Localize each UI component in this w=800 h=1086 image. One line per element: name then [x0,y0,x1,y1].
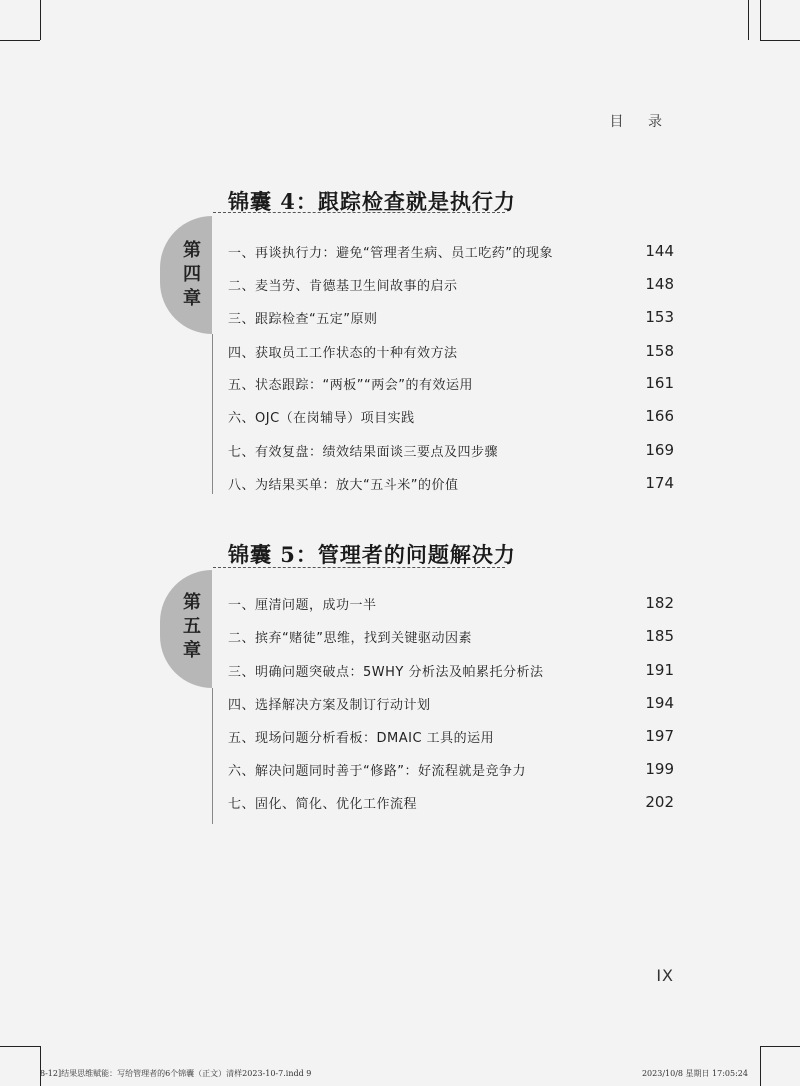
toc-item-page: 174 [645,474,674,492]
section-rule [213,212,505,213]
toc-item-page: 158 [645,342,674,360]
crop-mark [760,1046,761,1086]
toc-item[interactable] [228,340,674,362]
toc-item-page: 166 [645,407,674,425]
toc-item-title: 四、选择解决方案及制订行动计划 [228,697,431,713]
toc-item[interactable] [228,240,674,262]
header-title: 目 录 [609,114,672,130]
toc-item-page: 191 [645,661,674,679]
chapter-tab [160,570,212,688]
toc-item-title: 二、摈弃“赌徒”思维，找到关键驱动因素 [228,630,472,646]
toc-item[interactable] [228,725,674,747]
chapter-char: 第 [183,592,201,613]
toc-item[interactable] [228,273,674,295]
section-title: 锦囊 4：跟踪检查就是执行力 [228,189,516,214]
toc-item-page: 185 [645,627,674,645]
toc-item[interactable] [228,439,674,461]
footer-file-info: 8-12]结果思维赋能：写给管理者的6个锦囊（正文）清样2023-10-7.indd 9 [40,1069,312,1078]
toc-item[interactable] [228,791,674,813]
section-divider [212,334,213,494]
crop-mark [760,1046,800,1047]
toc-item-title: 三、跟踪检查“五定”原则 [228,311,378,327]
chapter-char: 章 [183,288,201,309]
toc-item-page: 169 [645,441,674,459]
toc-item[interactable] [228,306,674,328]
toc-item-page: 153 [645,308,674,326]
section-divider [212,688,213,824]
page-number: IX [656,966,674,985]
toc-item-title: 一、厘清问题，成功一半 [228,597,377,613]
crop-mark [748,0,749,40]
toc-item-page: 182 [645,594,674,612]
toc-item[interactable] [228,692,674,714]
toc-item-title: 八、为结果买单：放大“五斗米”的价值 [228,477,459,493]
toc-item-title: 一、再谈执行力：避免“管理者生病、员工吃药”的现象 [228,245,553,261]
crop-mark [760,40,800,41]
toc-item[interactable] [228,758,674,780]
toc-item-title: 五、现场问题分析看板：DMAIC 工具的运用 [228,730,495,746]
toc-item-page: 197 [645,727,674,745]
toc-item[interactable] [228,472,674,494]
chapter-char: 章 [183,640,201,661]
chapter-tab [160,216,212,334]
crop-mark [40,0,41,40]
toc-item-page: 202 [645,793,674,811]
toc-item[interactable] [228,405,674,427]
toc-item-title: 三、明确问题突破点：5WHY 分析法及帕累托分析法 [228,664,544,680]
toc-item[interactable] [228,592,674,614]
section-rule [213,567,505,568]
toc-item-page: 194 [645,694,674,712]
chapter-char: 五 [183,616,201,637]
toc-item-page: 199 [645,760,674,778]
toc-item-page: 161 [645,374,674,392]
footer-timestamp: 2023/10/8 星期日 17:05:24 [641,1069,748,1078]
toc-item-title: 六、OJC（在岗辅导）项目实践 [228,410,415,426]
crop-mark [0,40,40,41]
chapter-char: 第 [183,240,201,261]
toc-item-page: 148 [645,275,674,293]
toc-item[interactable] [228,659,674,681]
crop-mark [40,1046,41,1086]
toc-item-page: 144 [645,242,674,260]
toc-item-title: 七、固化、简化、优化工作流程 [228,796,418,812]
crop-mark [0,1046,40,1047]
section-title: 锦囊 5：管理者的问题解决力 [228,542,516,567]
toc-item-title: 七、有效复盘：绩效结果面谈三要点及四步骤 [228,444,499,460]
toc-item[interactable] [228,372,674,394]
toc-item-title: 四、获取员工工作状态的十种有效方法 [228,345,458,361]
crop-mark [760,0,761,40]
chapter-char: 四 [183,264,201,285]
toc-item-title: 六、解决问题同时善于“修路”：好流程就是竞争力 [228,763,526,779]
toc-item-title: 二、麦当劳、肯德基卫生间故事的启示 [228,278,458,294]
toc-item[interactable] [228,625,674,647]
toc-item-title: 五、状态跟踪：“两板”“两会”的有效运用 [228,377,473,393]
